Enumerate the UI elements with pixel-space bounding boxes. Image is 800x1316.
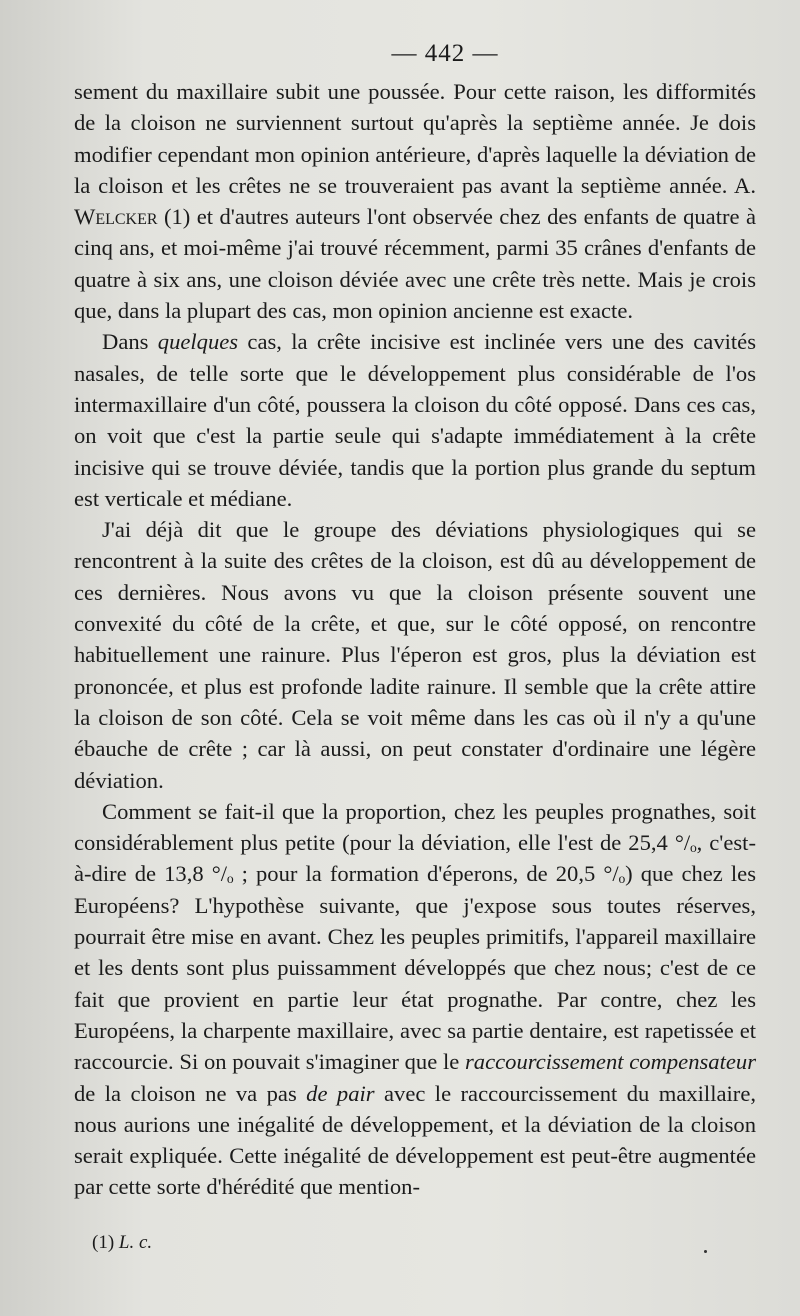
print-speck bbox=[704, 1250, 707, 1253]
text-run: avec le raccourcissement du maxillaire, nous aurions une inégalité de développement, et la déviation de la cloison serait expliquée. Cette inégalité de développement est peut-être augmentée par cette sorte d'hérédité que mention- bbox=[74, 1080, 756, 1200]
paragraph bbox=[74, 514, 756, 796]
text-run: Comment se fait-il que la proportion, chez les peuples prognathes, soit considérablement plus petite (pour la déviation, elle l'est de 25,4 °/ₒ, c'est-à-dire de 13,8 °/ₒ ; pour la formation d'éperons, de 20,5 °/ₒ) que chez les Européens? L'hypothèse suivante, que j'expose sous toutes réserves, pourrait être mise en avant. Chez les peuples primitifs, l'appareil maxillaire et les dents sont plus puissamment développés que chez nous; c'est de ce fait que provient en partie leur état prognathe. Par contre, chez les Européens, la charpente maxillaire, avec sa partie dentaire, est rapetissée et raccourcie. Si on pouvait s'imaginer que le bbox=[74, 798, 756, 1075]
page-number: — 442 — bbox=[391, 40, 499, 67]
text-run: J'ai déjà dit que le groupe des déviations physiologiques qui se rencontrent à la suite des crêtes de la cloison, est dû au développement de ces dernières. Nous avons vu que la cloison présente souvent une convexité du côté de la crête, et que, sur le côté opposé, on rencontre habituellement une rainure. Plus l'éperon est gros, plus la déviation est prononcée, et plus est profonde ladite rainure. Il semble que la crête attire la cloison de son côté. Cela se voit même dans les cas où il n'y a qu'une ébauche de crête ; car là aussi, on peut constater d'ordinaire une légère déviation. bbox=[74, 517, 756, 793]
text-run: cas, la crête incisive est inclinée vers une des cavités nasales, de telle sorte que le développement plus considérable de l'os intermaxillaire d'un côté, poussera la cloison du côté opposé. Dans ces cas, on voit que c'est la partie seule qui s'adapte immédiatement à la crête incisive qui se trouve déviée, tandis que la portion plus grande du septum est verticale et médiane. bbox=[74, 329, 756, 511]
text-run: Dans bbox=[102, 329, 158, 355]
italic-text: quelques bbox=[157, 329, 239, 355]
text-run: de la cloison ne va pas bbox=[74, 1080, 307, 1106]
italic-text: de pair bbox=[306, 1080, 375, 1106]
paragraph bbox=[74, 76, 756, 326]
text-run: (1) et d'autres auteurs l'ont observée chez des enfants de quatre à cinq ans, et moi-même j'ai trouvé récemment, parmi 35 crânes d'enfants de quatre à six ans, une cloison déviée avec une crête très nette. Mais je crois que, dans la plupart des cas, mon opinion ancienne est exacte. bbox=[74, 204, 756, 324]
small-caps-name: Welcker bbox=[74, 204, 158, 230]
paragraph bbox=[74, 326, 756, 514]
footnote-text: L. c. bbox=[118, 1232, 153, 1253]
paragraph bbox=[74, 796, 756, 1203]
footnote-marker: (1) bbox=[92, 1232, 115, 1253]
italic-text: raccourcissement compensateur bbox=[465, 1049, 756, 1075]
body-text bbox=[74, 76, 756, 1203]
footnote bbox=[92, 1232, 152, 1254]
text-run: sement du maxillaire subit une poussée. Pour cette raison, les difformités de la cloison ne surviennent surtout qu'après la septième année. Je dois modifier cependant mon opinion antérieure, d'après laquelle la déviation de la cloison et les crêtes ne se trouveraient pas avant la septième année. A. bbox=[74, 79, 756, 198]
